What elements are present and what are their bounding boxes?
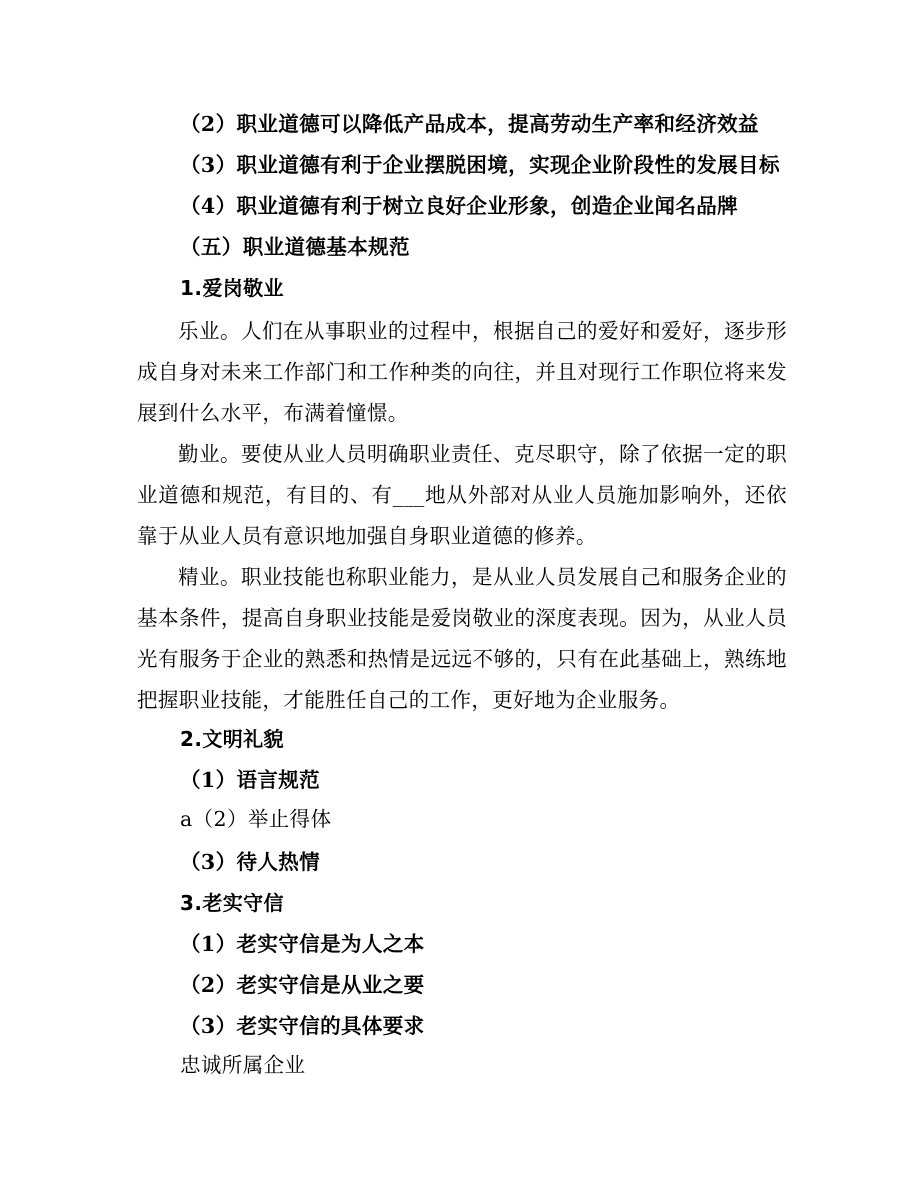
list-item-benefit-3: （3）职业道德有利于企业摆脱困境，实现企业阶段性的发展目标 — [180, 153, 780, 177]
paragraph-jingye: 精业。职业技能也称职业能力，是从业人员发展自己和服务企业的基本条件，提高自身职业技能是爱岗敬业的深度表现。因为，从业人员光有服务于企业的熟悉和热情是远远不够的，只有在此基础上，熟练地把握职业技能，才能胜任自己的工作，更好地为企业服务。 — [137, 565, 787, 712]
list-item-benefit-2: （2）职业道德可以降低产品成本，提高劳动生产率和经济效益 — [180, 112, 759, 136]
list-item-language: （1）语言规范 — [180, 768, 321, 792]
section-heading-norms: （五）职业道德基本规范 — [180, 235, 410, 259]
subheading-love-job: 1.爱岗敬业 — [180, 276, 284, 300]
list-item-honesty-2: （2）老实守信是从业之要 — [180, 973, 425, 997]
paragraph-leye: 乐业。人们在从事职业的过程中，根据自己的爱好和爱好，逐步形成自身对未来工作部门和工作种类的向往，并且对现行工作职位将来发展到什么水平，布满着憧憬。 — [137, 319, 787, 425]
list-item-benefit-4: （4）职业道德有利于树立良好企业形象，创造企业闻名品牌 — [180, 194, 739, 218]
paragraph-qinye: 勤业。要使从业人员明确职业责任、克尽职守，除了依据一定的职业道德和规范，有目的、有___地从外部对从业人员施加影响外，还依靠于从业人员有意识地加强自身职业道德的修养。 — [137, 442, 787, 548]
list-item-manner: a（2）举止得体 — [180, 807, 332, 831]
list-item-honesty-1: （1）老实守信是为人之本 — [180, 932, 425, 956]
subheading-civility: 2.文明礼貌 — [180, 727, 284, 751]
list-item-honesty-3: （3）老实守信的具体要求 — [180, 1014, 425, 1038]
subheading-honesty: 3.老实守信 — [180, 891, 284, 915]
list-item-warmth: （3）待人热情 — [180, 850, 321, 874]
text-loyalty: 忠诚所属企业 — [180, 1053, 306, 1077]
